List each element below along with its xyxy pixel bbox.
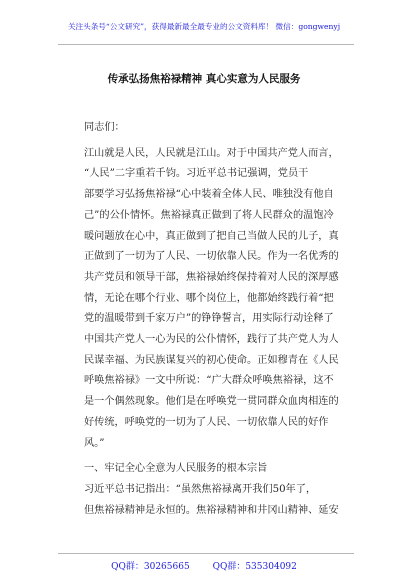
footer-divider <box>58 553 354 554</box>
section-heading: 一、牢记全心全意为人民服务的根本宗旨 <box>84 463 268 475</box>
header-note: 关注头条号“公文研究”，获得最新最全最专业的公文资料库！ 微信：gongwenyj <box>67 22 341 31</box>
greeting: 同志们： <box>84 122 125 133</box>
body-line: 正做到了一切为了人民、一切依靠人民。作为一名优秀的 <box>84 251 339 263</box>
body-line: 党的温暖带到千家万户”的铮铮誓言，用实际行动诠释了 <box>84 313 334 325</box>
header-divider <box>58 44 354 45</box>
body-line: 风。” <box>84 437 105 449</box>
body-line: 习近平总书记指出：“虽然焦裕禄离开我们50年了， <box>84 483 317 495</box>
body-line: 部要学习弘扬焦裕禄“心中装着全体人民、唯独没有他自 <box>84 189 334 201</box>
body-line: 好传统，呼唤党的一切为了人民、一切依靠人民的好作 <box>84 416 329 428</box>
body-line: 暖问题放在心中，真正做到了把自己当做人民的儿子，真 <box>84 230 339 242</box>
body-line: 情，无论在哪个行业、哪个岗位上，他都始终践行着“把 <box>84 292 334 304</box>
body-line: 共产党员和领导干部，焦裕禄始终保持着对人民的深厚感 <box>84 271 339 283</box>
body-line: 己”的公仆情怀。焦裕禄真正做到了将人民群众的温饱冷 <box>84 209 334 221</box>
body-line: 呼唤焦裕禄》一文中所说：“广大群众呼唤焦裕禄，这不 <box>84 375 334 387</box>
body-line: 民谋幸福、为民族谋复兴的初心使命。正如穆青在《人民 <box>84 354 339 366</box>
body-line: 中国共产党人一心为民的公仆情怀，践行了共产党人为人 <box>84 334 339 346</box>
footer-note: QQ群：30265665 QQ群：535304092 <box>111 562 297 572</box>
body-line: 江山就是人民，人民就是江山。对于中国共产党人而言， <box>84 147 339 159</box>
body-line: 但焦裕禄精神是永恒的。焦裕禄精神和井冈山精神、延安 <box>84 504 339 516</box>
body-line: 是一个偶然现象。他们是在呼唤党一贯同群众血肉相连的 <box>84 396 339 408</box>
document-title: 传承弘扬焦裕禄精神 真心实意为人民服务 <box>107 73 301 85</box>
document-body <box>84 118 339 521</box>
body-line: “人民”二字重若千钧。习近平总书记强调，党员干 <box>84 168 309 180</box>
